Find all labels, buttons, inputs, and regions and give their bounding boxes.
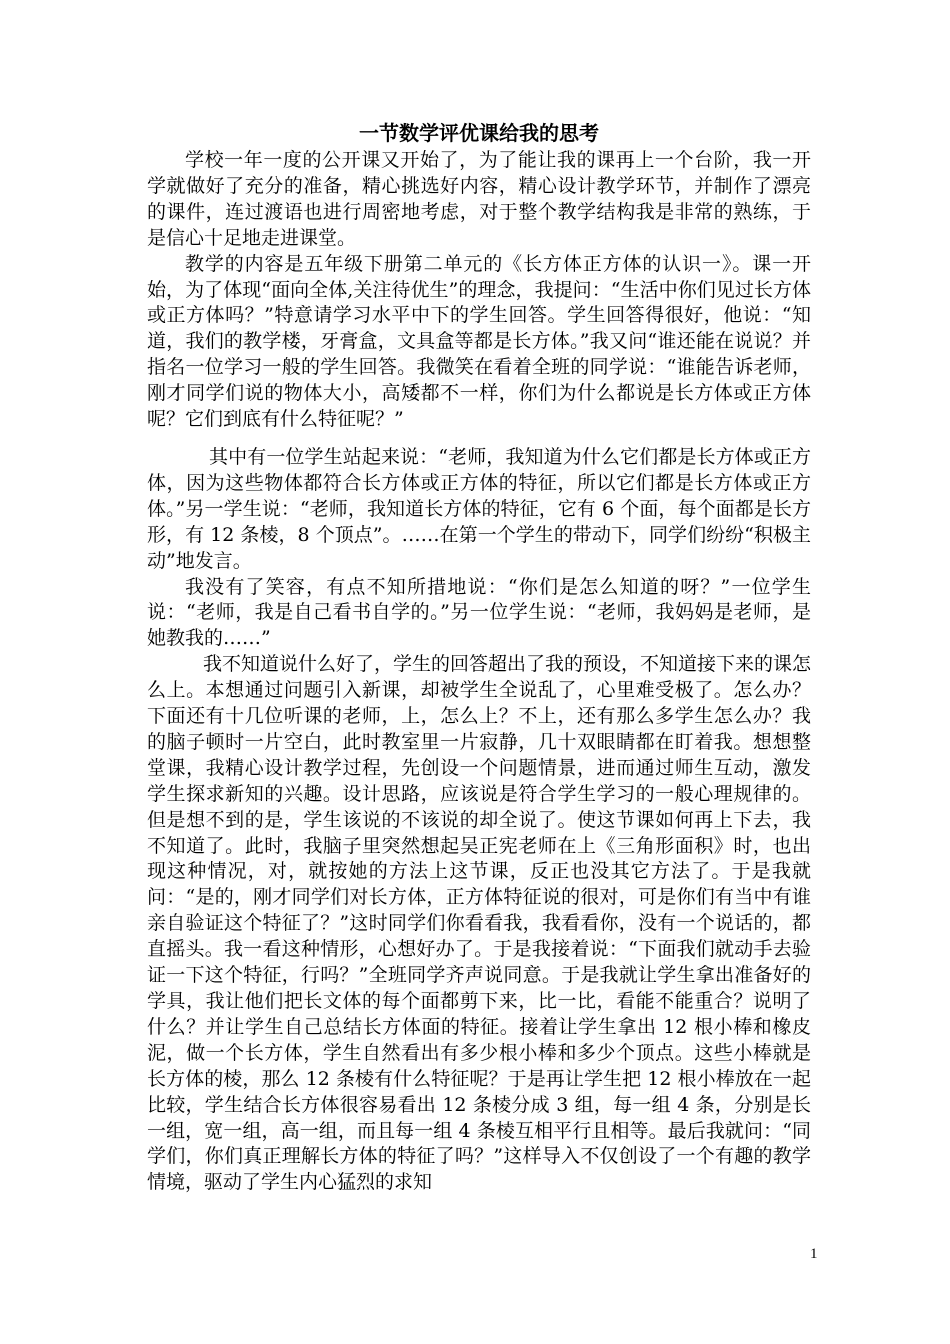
paragraph-student-answer: 其中有一位学生站起来说：“老师，我知道为什么它们都是长方体或正方体，因为这些物体都符合长方体或正方体的特征，所以它们都是长方体或正方体。”另一学生说：“老师，我知道长方体的特征，它有 6 个面，每个面都是长方形，有 12 条棱，8 个顶点”。……在第一个学生的带动下，同学们纷纷“积极主动”地发言。 — [147, 445, 811, 572]
paragraph-teacher-reaction: 我没有了笑容，有点不知所措地说：“你们是怎么知道的呀？”一位学生说：“老师，我是自己看书自学的。”另一位学生说：“老师，我妈妈是老师，是她教我的……” — [147, 575, 811, 650]
document-page — [147, 118, 811, 1196]
document-title: 一节数学评优课给我的思考 — [359, 121, 599, 145]
page-number: 1 — [810, 1246, 818, 1262]
paragraph-reflection: 我不知道说什么好了，学生的回答超出了我的预设，不知道接下来的课怎么上。本想通过问题引入新课，却被学生全说乱了，心里难受极了。怎么办？下面还有十几位听课的老师，上，怎么上？不上，还有那么多学生怎么办？我的脑子顿时一片空白，此时教室里一片寂静，几十双眼睛都在盯着我。想想整堂课，我精心设计教学过程，先创设一个问题情景，进而通过师生互动，激发学生探求新知的兴趣。设计思路，应该说是符合学生学习的一般心理规律的。但是想不到的是，学生该说的不该说的却全说了。使这节课如何再上下去，我不知道了。此时，我脑子里突然想起吴正宪老师在上《三角形面积》时，也出现这种情况，对，就按她的方法上这节课，反正也没其它方法了。于是我就问：“是的，刚才同学们对长方体，正方体特征说的很对，可是你们有当中有谁亲自验证这个特征了？”这时同学们你看看我，我看看你，没有一个说话的，都直摇头。我一看这种情形，心想好办了。于是我接着说：“下面我们就动手去验证一下这个特征，行吗？”全班同学齐声说同意。于是我就让学生拿出准备好的学具，我让他们把长文体的每个面都剪下来，比一比，看能不能重合？说明了什么？并让学生自己总结长方体面的特征。接着让学生拿出 12 根小棒和橡皮泥，做一个长方体，学生自然看出有多少根小棒和多少个顶点。这些小棒就是长方体的棱，那么 12 条棱有什么特征呢？于是再让学生把 12 根小棒放在一起比较，学生结合长方体很容易看出 12 条棱分成 3 组，每一组 4 条，分别是长一组，宽一组，高一组，而且每一组 4 条棱互相平行且相等。最后我就问：“同学们，你们真正理解长方体的特征了吗？”这样导入不仅创设了一个有趣的教学情境，驱动了学生内心猛烈的求知 — [147, 653, 812, 1194]
paragraph-lesson-start: 教学的内容是五年级下册第二单元的《长方体正方体的认识一》。课一开始，为了体现“面向全体,关注待优生”的理念，我提问：“生活中你们见过长方体或正方体吗？”特意请学习水平中下的学生回答。学生回答得很好，他说：“知道，我们的教学楼，牙膏盒，文具盒等都是长方体。”我又问“谁还能在说说？并指名一位学习一般的学生回答。我微笑在看着全班的同学说：“谁能告诉老师，刚才同学们说的物体大小，高矮都不一样，你们为什么都说是长方体或正方体呢？它们到底有什么特征呢？” — [147, 252, 811, 431]
paragraph-intro: 学校一年一度的公开课又开始了，为了能让我的课再上一个台阶，我一开学就做好了充分的准备，精心挑选好内容，精心设计教学环节，并制作了漂亮的课件，连过渡语也进行周密地考虑，对于整个教学结构我是非常的熟练，于是信心十足地走进课堂。 — [147, 149, 811, 249]
